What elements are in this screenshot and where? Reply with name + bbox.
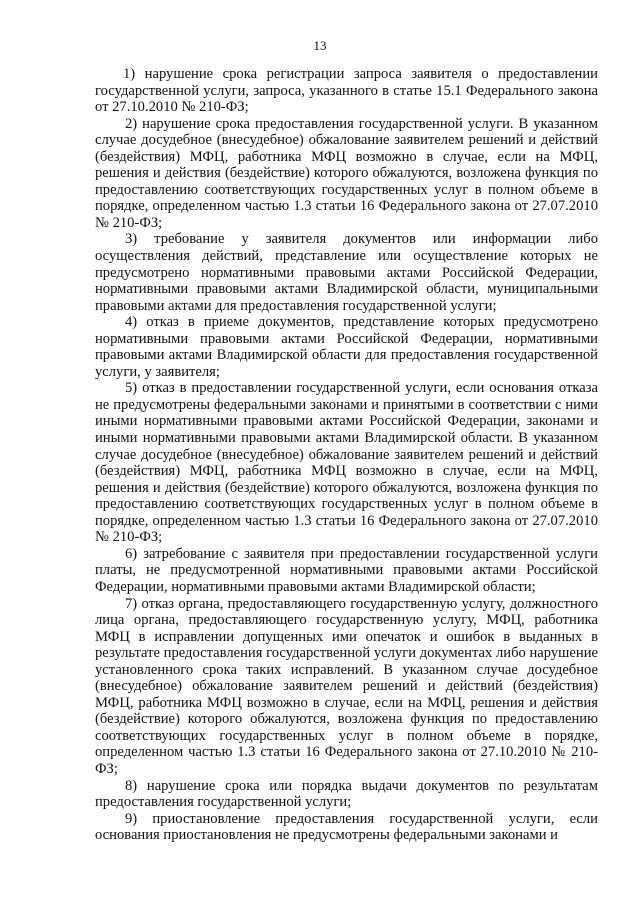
paragraph-5: 5) отказ в предоставлении государственной услуги, если основания отказа не предусмотрены федеральными законами и принятыми в соответствии с ними иными нормативными правовыми актами Российской Федерации, законами и иными нормативными правовыми актами Владимирской области. В указанном случае досудебное (внесудебное) обжалование заявителем решений и действий (бездействия) МФЦ, работника МФЦ возможно в случае, если на МФЦ, решения и действия (бездействие) которого обжалуются, возложена функция по предоставлению соответствующих государственных услуг в полном объеме в порядке, определенном частью 1.3 статьи 16 Федерального закона от 27.07.2010 № 210-ФЗ; [95,380,598,546]
paragraph-7: 7) отказ органа, предоставляющего государственную услугу, должностного лица органа, предоставляющего государственную услугу, МФЦ, работника МФЦ в исправлении допущенных ими опечаток и ошибок в выданных в результате предоставления государственной услуги документах либо нарушение установленного срока таких исправлений. В указанном случае досудебное (внесудебное) обжалование заявителем решений и действий (бездействия) МФЦ, работника МФЦ возможно в случае, если на МФЦ, решения и действия (бездействие) которого обжалуются, возложена функция по предоставлению соответствующих государственных услуг в полном объеме в порядке, определенном частью 1.3 статьи 16 Федерального закона от 27.10.2010 № 210-ФЗ; [95,595,598,777]
page-number: 13 [313,38,327,53]
paragraph-8: 8) нарушение срока или порядка выдачи документов по результатам предоставления государственной услуги; [95,777,598,811]
paragraph-9: 9) приостановление предоставления государственной услуги, если основания приостановления не предусмотрены федеральными законами и [95,810,598,844]
paragraph-6: 6) затребование с заявителя при предоставлении государственной услуги платы, не предусмотренной нормативными правовыми актами Российской Федерации, нормативными правовыми актами Владимирской области; [95,545,598,595]
body-text [95,66,598,844]
paragraph-2: 2) нарушение срока предоставления государственной услуги. В указанном случае досудебное (внесудебное) обжалование заявителем решений и действий (бездействия) МФЦ, работника МФЦ возможно в случае, если на МФЦ, решения и действия (бездействие) которого обжалуются, возложена функция по предоставлению соответствующих государственных услуг в полном объеме в порядке, определенном частью 1.3 статьи 16 Федерального закона от 27.07.2010 № 210-ФЗ; [95,115,598,231]
paragraph-3: 3) требование у заявителя документов или информации либо осуществления действий, представление или осуществление которых не предусмотрено нормативными правовыми актами Российской Федерации, нормативными правовыми актами Владимирской области, муниципальными правовыми актами для предоставления государственной услуги; [95,231,598,314]
paragraph-4: 4) отказ в приеме документов, представление которых предусмотрено нормативными правовыми актами Российской Федерации, нормативными правовыми актами Владимирской области для предоставления государственной услуги, у заявителя; [95,314,598,380]
paragraph-1: 1) нарушение срока регистрации запроса заявителя о предоставлении государственной услуги, запроса, указанного в статье 15.1 Федерального закона от 27.10.2010 № 210-ФЗ; [95,66,598,116]
